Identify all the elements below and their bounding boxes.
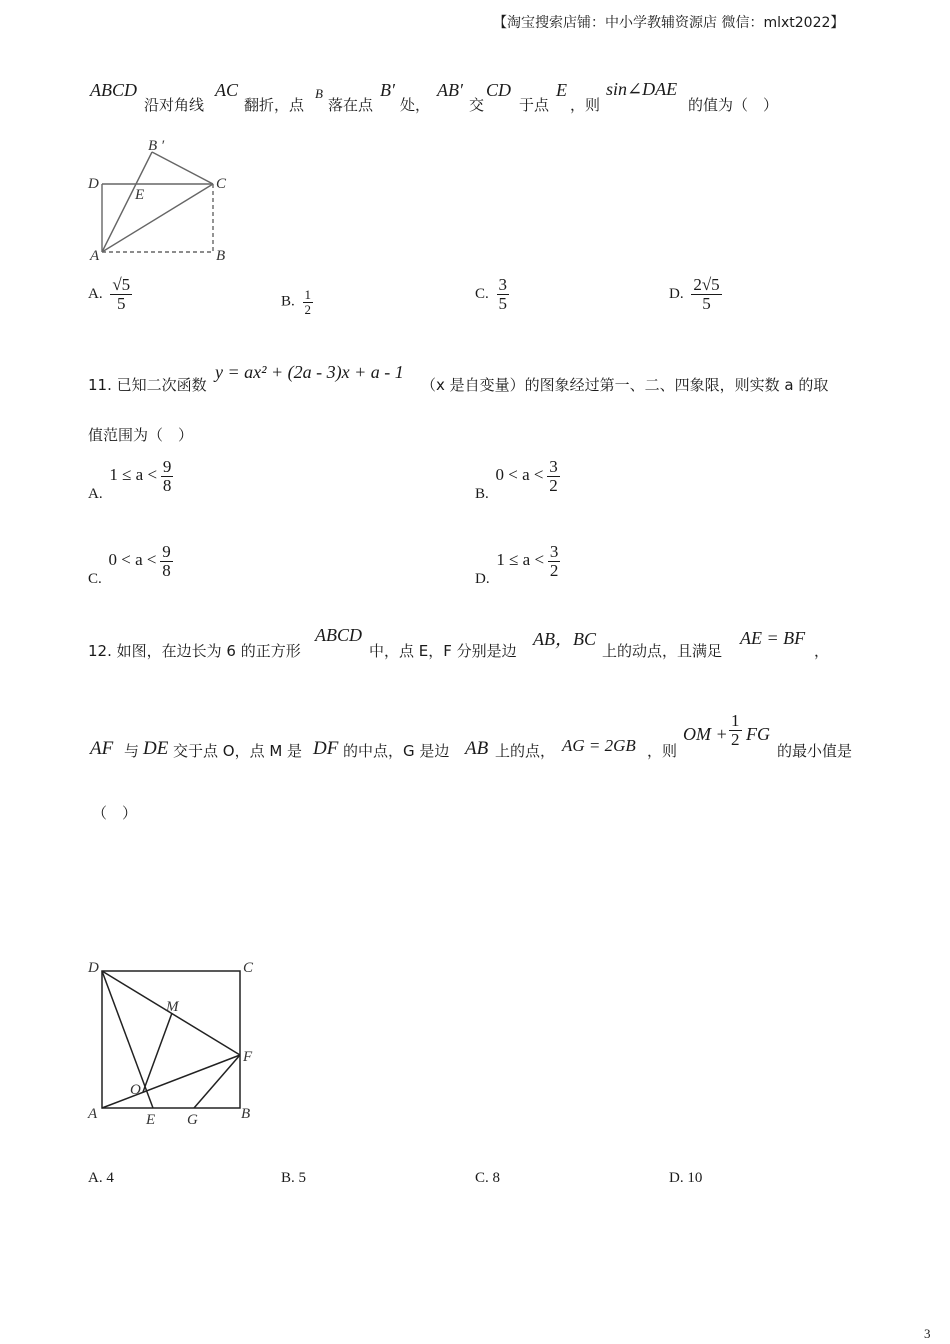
q12-segment-af: [102, 1055, 240, 1108]
q11-option-d[interactable]: [475, 543, 560, 588]
math-fg: FG: [746, 724, 770, 744]
fraction: [303, 288, 314, 316]
math-b: B: [315, 86, 323, 101]
fraction: [497, 276, 510, 313]
q12-text: 上的动点，且满足: [602, 642, 723, 660]
math-sin-dae: sin∠DAE: [606, 79, 678, 99]
numerator: 3: [498, 275, 508, 294]
option-label: A.: [88, 485, 103, 502]
q12-label-a: A: [88, 1106, 98, 1122]
inequality: 0 < a <: [108, 549, 157, 569]
q10-text: 于点: [519, 96, 550, 114]
q10-label-b-prime: B ′: [148, 138, 165, 154]
math-cd: CD: [486, 80, 512, 100]
denominator: 5: [117, 293, 126, 313]
q12-option-c[interactable]: C. 8: [475, 1170, 501, 1186]
denominator: 2: [304, 301, 312, 317]
math-condition: AE = BF: [740, 628, 806, 648]
denominator: 8: [162, 560, 171, 580]
q10-text: 翻折，点: [244, 96, 305, 114]
q10-option-a[interactable]: [88, 276, 132, 313]
fraction: [160, 543, 173, 580]
numerator: 1: [304, 287, 312, 302]
fraction: [548, 543, 561, 580]
q12-option-d[interactable]: D. 10: [669, 1170, 703, 1186]
q12-label-g: G: [187, 1112, 198, 1128]
inequality: 1 ≤ a <: [496, 549, 545, 569]
option-label: D.: [669, 285, 684, 302]
q12-text: 中，点 E，F 分别是边: [369, 642, 517, 660]
q12-label-c: C: [243, 960, 254, 976]
numerator: 3: [549, 542, 559, 561]
option-label: D.: [475, 570, 490, 587]
fraction: [691, 276, 721, 313]
q10-text: 的值为（ ）: [688, 96, 779, 114]
option-label: B.: [475, 485, 489, 502]
q12-line3: （ ）: [92, 804, 138, 822]
q10-text: 处，: [400, 96, 431, 114]
q10-figure: [80, 130, 240, 265]
q10-label-a: A: [90, 248, 100, 264]
option-label: A.: [88, 285, 103, 302]
q11-suffix: （x 是自变量）的图象经过第一、二、四象限，则实数 a 的取: [421, 376, 829, 394]
numerator: 2√5: [693, 275, 720, 294]
q10-label-c: C: [216, 176, 227, 192]
q11-prefix: 11. 已知二次函数: [88, 376, 207, 394]
q10-option-d[interactable]: [669, 276, 722, 313]
math-sides: AB，BC: [533, 629, 596, 649]
q12-text: 的中点，G 是边: [343, 742, 450, 760]
math-b-prime: B′: [380, 80, 395, 100]
numerator: √5: [112, 275, 131, 294]
inequality: 1 ≤ a <: [109, 464, 158, 484]
q12-segment-fg: [194, 1055, 240, 1108]
numerator: 9: [162, 542, 171, 561]
math-abcd: ABCD: [90, 80, 137, 100]
q11-option-c[interactable]: [88, 543, 173, 588]
numerator: 1: [731, 711, 740, 730]
denominator: 8: [162, 475, 172, 495]
inequality: 0 < a <: [495, 464, 544, 484]
q12-text: 与: [124, 742, 140, 760]
q12-label-m: M: [166, 999, 179, 1015]
q10-text: 沿对角线: [144, 96, 205, 114]
q10-text: 落在点: [328, 96, 374, 114]
math-ab-prime: AB′: [437, 80, 463, 100]
denominator: 2: [731, 729, 740, 749]
q11-option-b[interactable]: [475, 458, 560, 503]
q12-text: 交于点 O，点 M 是: [173, 742, 303, 760]
denominator: 2: [549, 560, 559, 580]
q10-option-c[interactable]: [475, 276, 509, 313]
option-label: C.: [88, 570, 102, 587]
q12-text: ，则: [647, 742, 678, 760]
q12-option-b[interactable]: B. 5: [281, 1170, 307, 1186]
fraction: [110, 276, 132, 313]
denominator: 5: [702, 293, 711, 313]
q11-formula: y = ax² + (2a - 3)x + a - 1: [215, 362, 404, 382]
q12-option-a[interactable]: A. 4: [88, 1170, 114, 1186]
option-label: C.: [475, 285, 489, 302]
numerator: 3: [549, 457, 558, 476]
q12-segment-om: [143, 1013, 172, 1092]
math-ac: AC: [215, 80, 239, 100]
q11-line2: 值范围为（ ）: [88, 426, 194, 444]
q10-option-b[interactable]: [281, 288, 313, 316]
math-ab: AB: [465, 738, 489, 759]
q10-label-d: D: [88, 176, 99, 192]
q10-text: 交: [469, 96, 485, 114]
page-header: 【淘宝搜索店铺：中小学教辅资源店 微信：mlxt2022】: [493, 15, 845, 31]
q10-label-b: B: [216, 248, 226, 264]
q12-text: 上的点，: [495, 742, 556, 760]
math-ag-2gb: AG = 2GB: [562, 736, 636, 755]
fraction: [161, 458, 174, 495]
q12-text: ，: [814, 642, 830, 660]
math-abcd: ABCD: [315, 625, 362, 645]
q10-text: ，则: [570, 96, 601, 114]
math-de: DE: [143, 738, 169, 759]
fraction-half: [729, 712, 742, 749]
q12-label-b: B: [241, 1106, 251, 1122]
math-af: AF: [90, 738, 114, 759]
math-om-plus: OM +: [683, 724, 728, 744]
fraction: [547, 458, 560, 495]
q12-text: 的最小值是: [777, 742, 853, 760]
math-df: DF: [313, 738, 339, 759]
q12-label-f: F: [243, 1049, 253, 1065]
q12-figure: [80, 950, 270, 1135]
q12-prefix: 12. 如图，在边长为 6 的正方形: [88, 642, 301, 660]
q12-label-d: D: [88, 960, 99, 976]
math-e: E: [556, 80, 567, 100]
q12-label-e: E: [146, 1112, 156, 1128]
denominator: 2: [549, 475, 558, 495]
numerator: 9: [162, 457, 172, 476]
q12-label-o: O: [130, 1082, 141, 1098]
q12-square-abcd: [102, 971, 240, 1108]
denominator: 5: [498, 293, 508, 313]
q10-label-e: E: [135, 187, 145, 203]
q10-segment-b-prime-c: [152, 152, 213, 184]
q11-option-a[interactable]: [88, 458, 173, 503]
page-number: 3: [924, 1326, 931, 1341]
option-label: B.: [281, 293, 295, 310]
